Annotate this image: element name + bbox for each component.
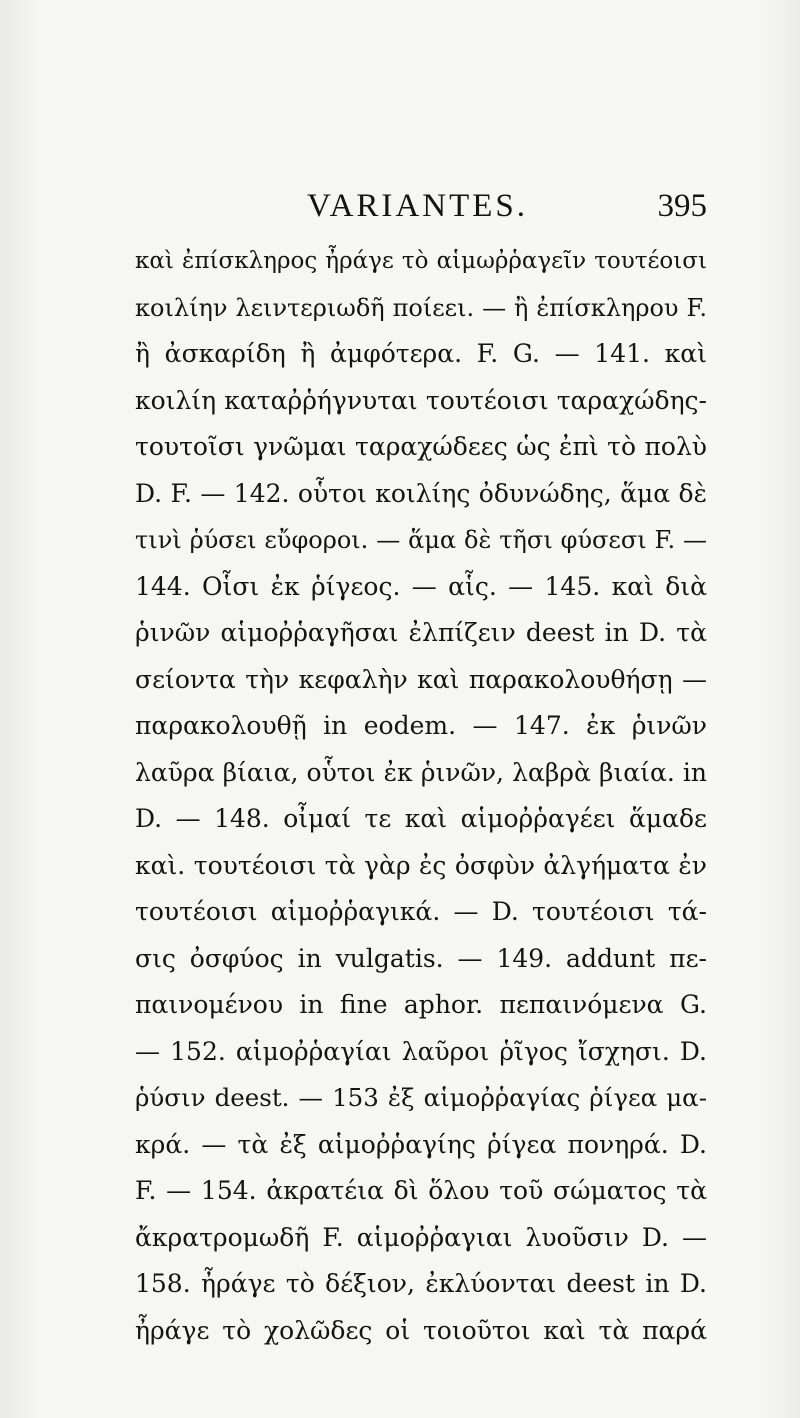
text-line: σείοντα τὴν κεφαλὴν καὶ παρακολουθήσῃ — [135, 664, 707, 694]
text-line: ἢ ἀσκαρίδη ἢ ἀμφότερα. F. G. — 141. καὶ [135, 339, 707, 368]
text-line: παρακολουθῇ in eodem. — 147. ἐκ ῥινῶν [135, 711, 707, 740]
body-text [135, 238, 707, 1354]
text-line: λαῦρα βίαια, οὗτοι ἐκ ῥινῶν, λαβρὰ βιαία. in [135, 757, 707, 787]
text-line: κοιλίην λειντεριωδῆ ποίεει. — ἢ ἐπίσκληρου F. [135, 293, 707, 322]
text-line: ἦράγε τὸ χολῶδες οἱ τοιοῦτοι καὶ τὰ παρά [135, 1315, 707, 1345]
text-line: D. F. — 142. οὗτοι κοιλίης ὀδυνώδης, ἅμα δὲ [135, 478, 707, 508]
text-line: κοιλίη καταῤῥήγνυται τουτέοισι ταραχώδης- [135, 385, 707, 415]
text-line: ῥινῶν αἱμοῤῥαγῆσαι ἐλπίζειν deest in D. τὰ [135, 618, 707, 647]
text-line: τινὶ ῥύσει εὔφοροι. — ἅμα δὲ τῆσι φύσεσι F. — [135, 526, 707, 554]
text-line: 144. Οἷσι ἐκ ῥίγεος. — αἷς. — 145. καὶ διὰ [135, 571, 707, 601]
page-number: 395 [657, 188, 707, 224]
text-line: 158. ἦράγε τὸ δέξιον, ἐκλύονται deest in D. [135, 1269, 707, 1298]
text-line: καὶ ἐπίσκληρος ἦράγε τὸ αἱμωῤῥαγεῖν τουτέοισι [135, 248, 707, 274]
running-title: VARIANTES. [307, 188, 528, 224]
text-line: ῥύσιν deest. — 153 ἐξ αἱμοῤῥαγίας ῥίγεα μα- [135, 1083, 707, 1112]
text-line: τουτοῖσι γνῶμαι ταραχώδεες ὡς ἐπὶ τὸ πολὺ [135, 432, 707, 461]
text-line: F. — 154. ἀκρατέια δὶ ὅλου τοῦ σώματος τὰ [135, 1176, 707, 1205]
text-line: παινομένου in fine aphor. πεπαινόμενα G. [135, 990, 707, 1019]
text-line: ἄκρατρομωδῆ F. αἱμοῤῥαγιαι λυοῦσιν D. — [135, 1222, 707, 1252]
text-line: σις ὀσφύος in vulgatis. — 149. addunt πε- [135, 943, 707, 973]
page-header [135, 188, 707, 232]
text-line: κρά. — τὰ ἐξ αἱμοῤῥαγίης ῥίγεα πονηρά. D. [135, 1129, 707, 1159]
text-line: D. — 148. οἶμαί τε καὶ αἱμοῤῥαγέει ἅμαδε [135, 804, 707, 833]
text-line: — 152. αἱμοῤῥαγίαι λαῦροι ῥῖγος ἴσχησι. D. [135, 1036, 707, 1066]
text-line: καὶ. τουτέοισι τὰ γὰρ ἐς ὀσφὺν ἀλγήματα ἐν [135, 850, 707, 880]
text-line: τουτέοισι αἱμοῤῥαγικά. — D. τουτέοισι τά- [135, 897, 707, 926]
